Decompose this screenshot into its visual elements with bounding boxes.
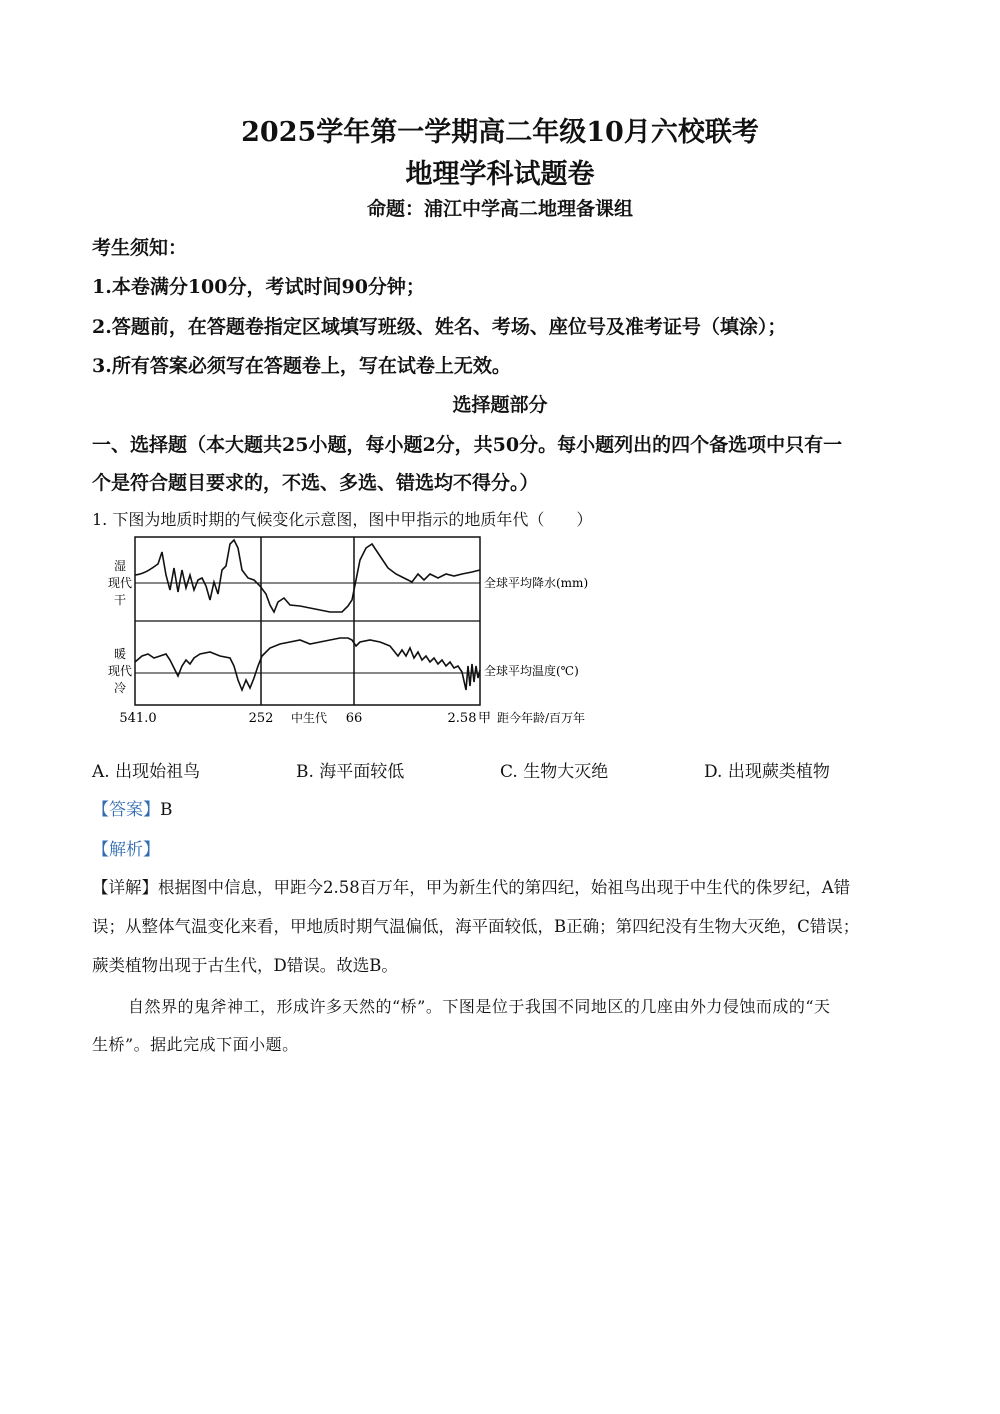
temp-warm-label: 暖 [113,647,127,661]
author-line: 命题：浦江中学高二地理备课组 [366,198,633,220]
analysis-label: 【解析】 [92,840,160,860]
temp-curve [135,638,480,690]
x-tick-2-58: 2.58 [447,711,477,726]
x-tick-66: 66 [345,711,363,726]
passage-line-1: 自然界的鬼斧神工，形成许多天然的“桥”。下图是位于我国不同地区的几座由外力侵蚀而成的“天 [128,997,831,1016]
question-1-stem: 1. 下图为地质时期的气候变化示意图，图中甲指示的地质年代（ ） [92,510,593,529]
section-instruction-line2: 个是符合题目要求的，不选、多选、错选均不得分。） [92,472,539,494]
temp-modern-label: 现代 [107,664,133,678]
x-axis-label: 距今年龄/百万年 [497,711,586,725]
x-tick-541: 541.0 [119,711,157,726]
climate-chart [90,530,630,730]
precip-series-name: 全球平均降水(mm) [484,576,589,590]
notice-item-3: 3.所有答案必须写在答题卷上，写在试卷上无效。 [92,355,511,377]
option-d: D. 出现蕨类植物 [704,762,830,782]
precip-wet-label: 湿 [113,559,127,573]
temp-cold-label: 冷 [113,681,127,695]
option-a: A. 出现始祖鸟 [92,762,201,782]
precip-dry-label: 干 [113,593,127,607]
section-title: 选择题部分 [452,394,548,416]
temp-series-name: 全球平均温度(℃) [484,664,579,678]
detail-line-1: 【详解】根据图中信息，甲距今2.58百万年，甲为新生代的第四纪，始祖鸟出现于中生代的侏罗纪，A错 [92,878,851,897]
detail-line-2: 误；从整体气温变化来看，甲地质时期气温偏低，海平面较低，B正确；第四纪没有生物大灭绝，C错误； [92,917,860,936]
exam-title: 2025学年第一学期高二年级10月六校联考 [241,117,759,148]
x-tick-252: 252 [248,711,274,726]
marker-jia: 甲 [478,711,492,726]
section-instruction-line1: 一、选择题（本大题共25小题，每小题2分，共50分。每小题列出的四个备选项中只有一 [92,434,843,456]
option-c: C. 生物大灭绝 [500,762,609,782]
notice-item-1: 1.本卷满分100分，考试时间90分钟； [92,276,425,298]
era-label: 中生代 [290,711,328,725]
option-b: B. 海平面较低 [296,762,405,782]
answer-label: 【答案】 [92,800,160,820]
answer-value: B [160,800,173,820]
detail-line-3: 蕨类植物出现于古生代，D错误。故选B。 [92,956,398,975]
precip-curve [135,540,480,612]
notice-item-2: 2.答题前，在答题卷指定区域填写班级、姓名、考场、座位号及准考证号（填涂）； [92,316,787,338]
answer-line [92,795,173,820]
subject-title: 地理学科试题卷 [405,159,595,190]
precip-modern-label: 现代 [107,576,133,590]
passage-line-2: 生桥”。据此完成下面小题。 [92,1035,299,1054]
notice-heading: 考生须知： [92,237,188,259]
